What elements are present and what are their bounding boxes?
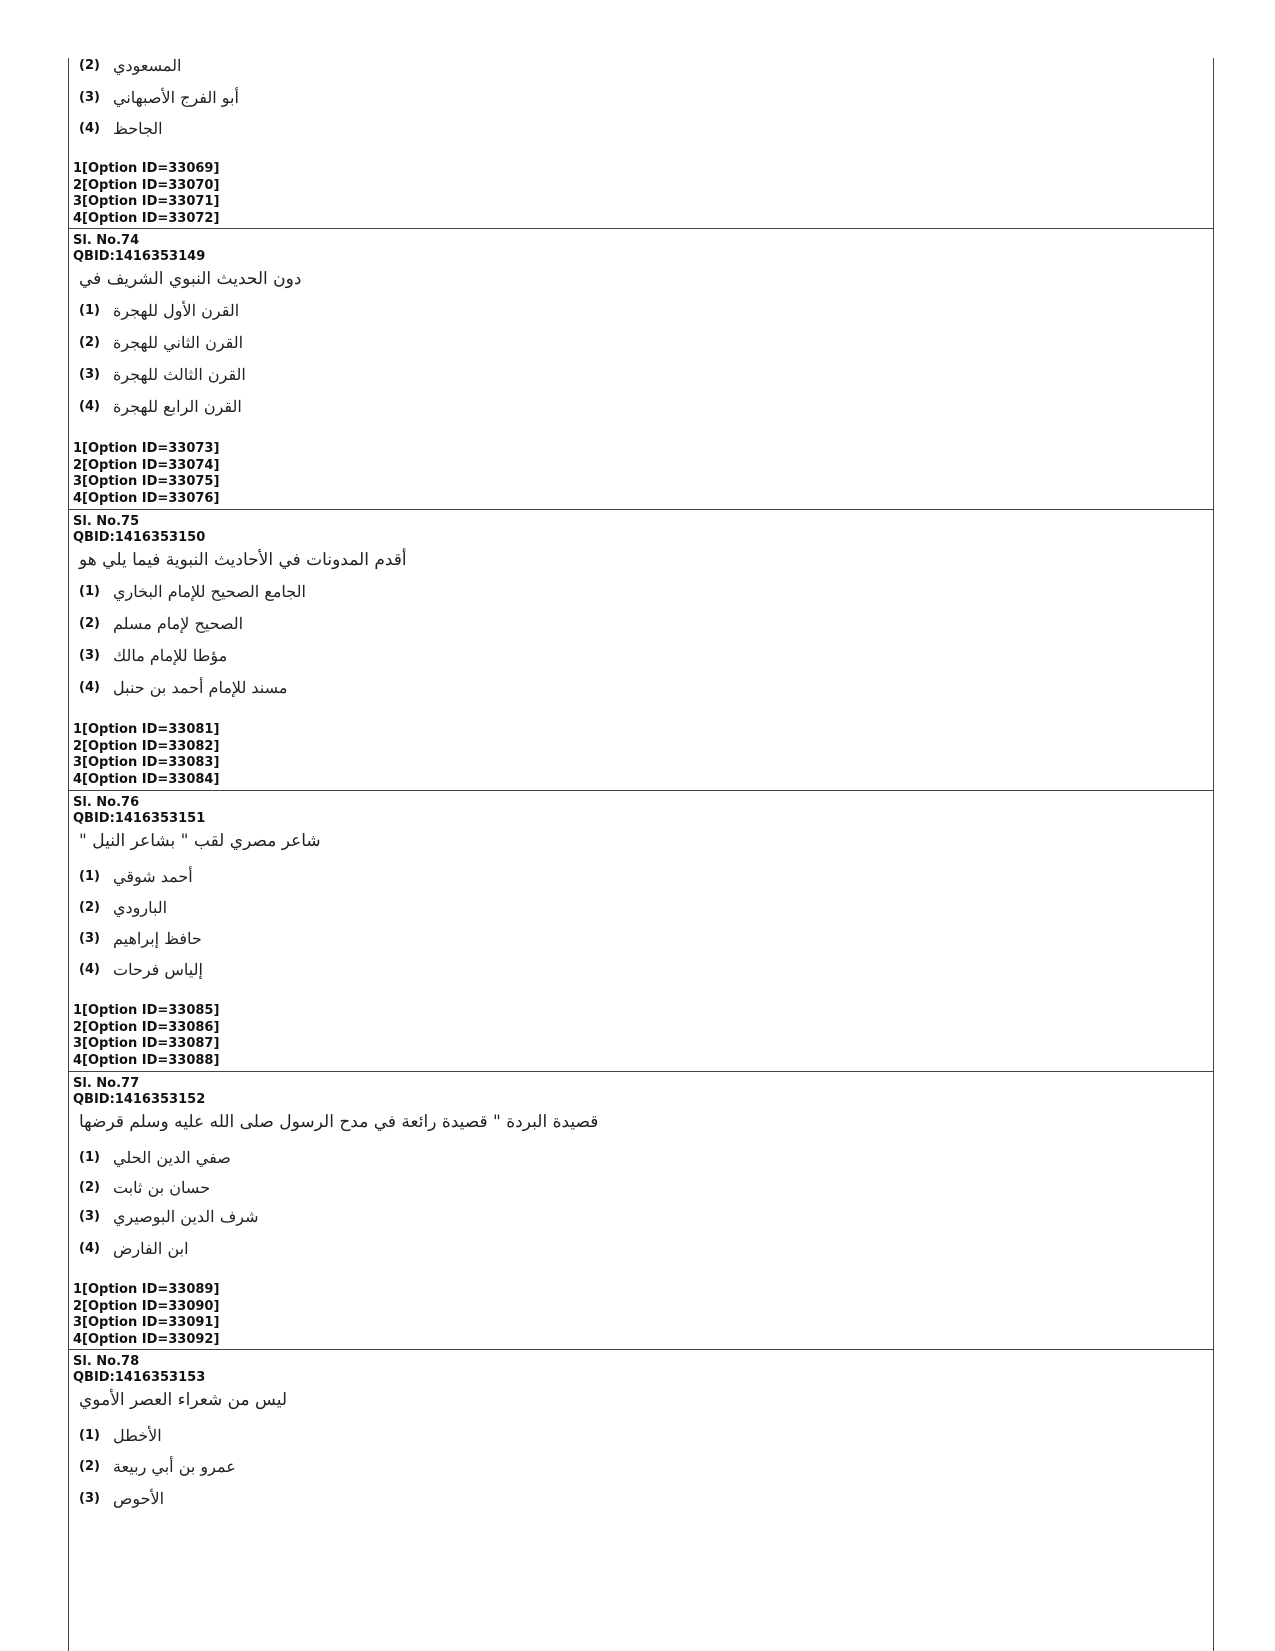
option-id: 2[Option ID=33086] [73, 1019, 220, 1035]
option-4 [79, 115, 163, 141]
option-id: 4[Option ID=33088] [73, 1052, 220, 1068]
option-text: القرن الثاني للهجرة [113, 332, 244, 352]
serial-number: Sl. No.74 [73, 233, 140, 248]
option-id: 3[Option ID=33091] [73, 1315, 220, 1330]
option-text: المسعودي [113, 55, 182, 75]
option-id: 2[Option ID=33074] [73, 457, 220, 473]
question-block-77 [69, 1072, 1213, 1350]
option-1 [79, 297, 239, 323]
option-3 [79, 361, 246, 387]
option-number: (1) [79, 1427, 100, 1443]
option-number: (1) [79, 868, 100, 884]
option-number: (4) [79, 120, 100, 136]
option-id: 1[Option ID=33089] [73, 1282, 220, 1297]
option-2 [79, 610, 243, 636]
option-number: (2) [79, 1179, 100, 1195]
option-text: حسان بن ثابت [113, 1177, 211, 1197]
option-3 [79, 1485, 164, 1511]
option-text: القرن الرابع للهجرة [113, 396, 242, 416]
serial-number: Sl. No.78 [73, 1354, 140, 1369]
question-meta [73, 514, 205, 546]
question-text: شاعر مصري لقب " بشاعر النيل " [79, 831, 321, 851]
option-text: البارودي [113, 897, 168, 917]
option-2 [79, 52, 181, 78]
option-text: الصحيح لإمام مسلم [113, 613, 244, 633]
option-text: الجاحظ [113, 118, 163, 138]
option-number: (3) [79, 647, 100, 663]
option-number: (2) [79, 615, 100, 631]
question-block-73-continued [69, 55, 1213, 229]
question-block-74 [69, 229, 1213, 510]
option-2 [79, 1174, 210, 1200]
option-number: (2) [79, 1458, 100, 1474]
option-2 [79, 1453, 236, 1479]
option-text: شرف الدين البوصيري [113, 1206, 259, 1226]
option-number: (3) [79, 930, 100, 946]
option-3 [79, 84, 239, 110]
option-text: أبو الفرج الأصبهاني [113, 87, 239, 107]
option-id: 1[Option ID=33085] [73, 1003, 220, 1018]
option-id: 3[Option ID=33075] [73, 474, 220, 489]
qbid: QBID:1416353150 [73, 530, 206, 545]
option-number: (1) [79, 583, 100, 599]
option-id: 3[Option ID=33083] [73, 755, 220, 770]
option-text: الجامع الصحيح للإمام البخاري [113, 581, 306, 601]
option-text: أحمد شوقي [113, 866, 193, 886]
option-number: (3) [79, 366, 100, 382]
question-text: أقدم المدونات في الأحاديث النبوية فيما يلي هو [79, 550, 407, 570]
option-id: 4[Option ID=33092] [73, 1331, 220, 1347]
option-text: إلياس فرحات [113, 959, 203, 979]
option-id-list [73, 722, 219, 788]
option-1 [79, 1144, 231, 1170]
option-text: مؤطا للإمام مالك [113, 645, 228, 665]
option-id: 1[Option ID=33073] [73, 441, 220, 456]
option-1 [79, 863, 193, 889]
option-2 [79, 894, 167, 920]
serial-number: Sl. No.77 [73, 1076, 140, 1091]
option-id-list [73, 1003, 219, 1069]
option-text: حافظ إبراهيم [113, 928, 202, 948]
option-id: 1[Option ID=33069] [73, 161, 220, 176]
qbid: QBID:1416353151 [73, 811, 206, 826]
option-number: (3) [79, 89, 100, 105]
option-number: (2) [79, 334, 100, 350]
option-text: الأحوص [113, 1488, 165, 1508]
option-4 [79, 393, 242, 419]
option-id-list [73, 441, 219, 507]
option-1 [79, 1422, 162, 1448]
option-number: (1) [79, 1149, 100, 1165]
option-id: 1[Option ID=33081] [73, 722, 220, 737]
option-text: ابن الفارض [113, 1238, 189, 1258]
question-text: قصيدة البردة " قصيدة رائعة في مدح الرسول صلى الله عليه وسلم قرضها [79, 1112, 599, 1132]
option-number: (4) [79, 398, 100, 414]
question-meta [73, 233, 205, 265]
question-paper [68, 55, 1214, 1651]
option-number: (2) [79, 57, 100, 73]
option-id: 3[Option ID=33087] [73, 1036, 220, 1051]
option-number: (3) [79, 1208, 100, 1224]
option-id: 2[Option ID=33090] [73, 1298, 220, 1314]
serial-number: Sl. No.75 [73, 514, 140, 529]
option-number: (4) [79, 679, 100, 695]
question-text: ليس من شعراء العصر الأموي [79, 1390, 288, 1410]
question-block-76 [69, 791, 1213, 1072]
question-text: دون الحديث النبوي الشريف في [79, 269, 302, 289]
option-number: (2) [79, 899, 100, 915]
qbid: QBID:1416353149 [73, 249, 206, 264]
qbid: QBID:1416353152 [73, 1092, 206, 1107]
option-id-list [73, 1282, 219, 1348]
option-4 [79, 1235, 189, 1261]
question-meta [73, 795, 205, 827]
serial-number: Sl. No.76 [73, 795, 140, 810]
option-3 [79, 642, 227, 668]
option-text: القرن الأول للهجرة [113, 300, 240, 320]
option-number: (4) [79, 961, 100, 977]
option-text: القرن الثالث للهجرة [113, 364, 246, 384]
question-meta [73, 1354, 205, 1386]
option-4 [79, 956, 203, 982]
option-text: مسند للإمام أحمد بن حنبل [113, 677, 288, 697]
option-4 [79, 674, 287, 700]
question-block-78 [69, 1350, 1213, 1651]
option-id-list [73, 161, 219, 227]
qbid: QBID:1416353153 [73, 1370, 206, 1385]
option-text: عمرو بن أبي ربيعة [113, 1456, 236, 1476]
option-text: الأخطل [113, 1425, 162, 1445]
option-id: 4[Option ID=33072] [73, 210, 220, 226]
option-number: (1) [79, 302, 100, 318]
option-3 [79, 925, 202, 951]
option-id: 2[Option ID=33082] [73, 738, 220, 754]
option-id: 2[Option ID=33070] [73, 177, 220, 193]
option-1 [79, 578, 306, 604]
question-meta [73, 1076, 205, 1108]
option-id: 4[Option ID=33076] [73, 490, 220, 506]
question-block-75 [69, 510, 1213, 791]
option-id: 4[Option ID=33084] [73, 771, 220, 787]
option-text: صفي الدين الحلي [113, 1147, 231, 1167]
option-id: 3[Option ID=33071] [73, 194, 220, 209]
option-number: (4) [79, 1240, 100, 1256]
option-number: (3) [79, 1490, 100, 1506]
option-3 [79, 1203, 259, 1229]
option-2 [79, 329, 243, 355]
